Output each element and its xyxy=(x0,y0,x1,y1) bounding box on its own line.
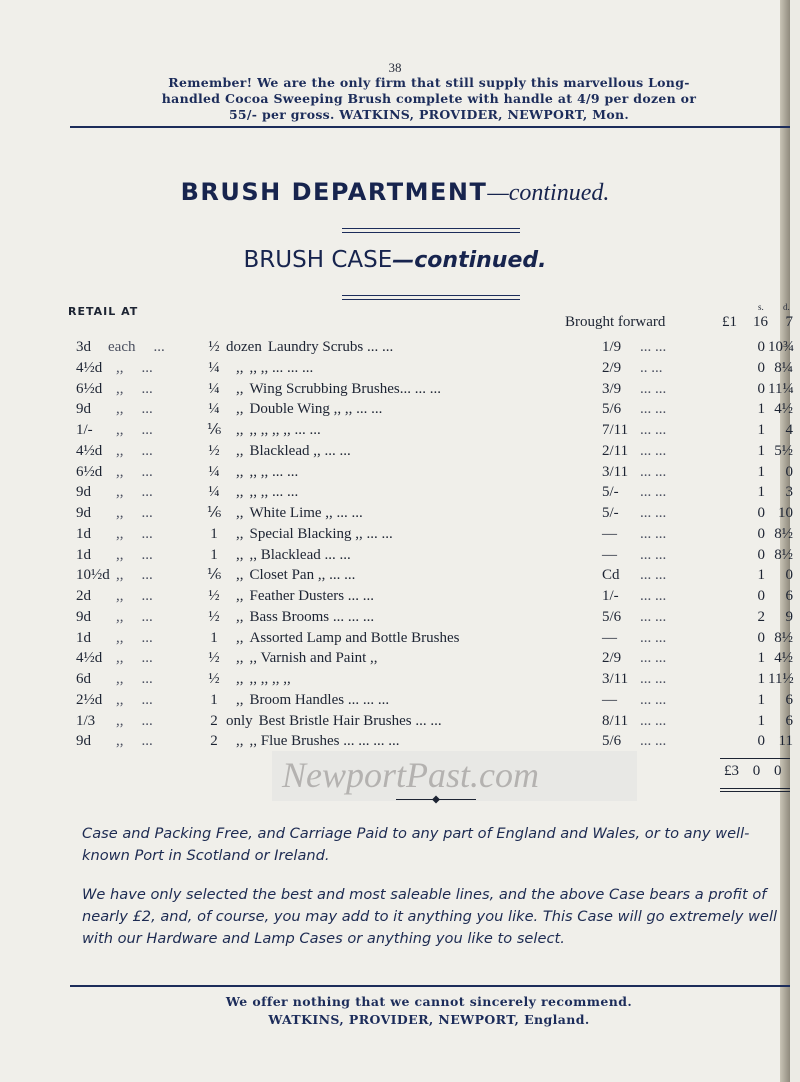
leader-dots: ... ... xyxy=(640,546,667,563)
amount-shillings: 1 xyxy=(757,401,765,418)
retail-price: 9d xyxy=(76,608,91,625)
quantity: ½ xyxy=(208,671,220,687)
retail-note xyxy=(116,503,153,524)
retail-unit-note: ,, xyxy=(116,359,124,376)
retail-unit-note: ,, xyxy=(116,525,124,542)
quantity-unit: ,, xyxy=(236,380,244,397)
quantity: ½ xyxy=(208,650,220,667)
retail-unit-note: ,, xyxy=(116,422,124,438)
department-continued: —continued. xyxy=(487,180,610,206)
amount-shillings: 0 xyxy=(757,733,765,750)
price-row xyxy=(0,399,793,420)
leader-dots: .. ... xyxy=(640,359,663,376)
quantity: 1 xyxy=(210,525,218,542)
amount-pence: 11½ xyxy=(768,671,794,687)
amount-pence: 6 xyxy=(785,712,793,729)
retail-price: 6½d xyxy=(76,380,103,397)
amount-pence: 9 xyxy=(785,608,793,625)
item-description xyxy=(236,441,351,462)
case-rule-2 xyxy=(342,299,520,300)
price-row xyxy=(0,586,793,607)
price-row xyxy=(0,503,793,524)
cost-per-unit: 5/6 xyxy=(602,608,622,625)
cost-per-unit: 5/6 xyxy=(602,401,622,418)
retail-unit-note: ,, xyxy=(116,505,124,521)
retail-unit-note: ,, xyxy=(116,380,124,397)
amount-pence: 5½ xyxy=(774,442,793,459)
cost-per-unit: 3/9 xyxy=(602,380,622,397)
banner-rule xyxy=(70,126,790,128)
shillings-column-label: s. xyxy=(758,302,764,312)
leader-dots: ... xyxy=(141,546,153,563)
cost-per-unit: 5/- xyxy=(602,505,619,521)
item-description xyxy=(236,399,382,420)
cost-per-unit: 3/11 xyxy=(602,671,629,687)
price-row xyxy=(0,565,793,586)
quantity: ¼ xyxy=(208,359,220,376)
retail-note xyxy=(116,711,153,732)
total-rule-bottom-2 xyxy=(720,791,790,792)
leader-dots: ... ... xyxy=(640,484,667,501)
retail-price: 9d xyxy=(76,733,91,750)
leader-dots: ... xyxy=(141,588,153,604)
case-name: BRUSH CASE xyxy=(243,247,393,273)
amount-shillings: 1 xyxy=(757,671,765,687)
amount-pence: 0 xyxy=(785,567,793,584)
retail-price: 1d xyxy=(76,546,91,563)
retail-price: 1/3 xyxy=(76,712,96,729)
retail-unit-note: ,, xyxy=(116,442,124,459)
retail-label: RETAIL AT xyxy=(68,305,139,318)
retail-unit-note: ,, xyxy=(116,567,124,584)
leader-dots: ... xyxy=(141,691,153,708)
leader-dots: ... ... xyxy=(640,671,667,687)
quantity-unit: ,, xyxy=(236,484,244,501)
amount-shillings: 0 xyxy=(757,339,765,355)
total-shillings: 0 xyxy=(752,763,761,779)
quantity-unit: ,, xyxy=(236,671,244,687)
price-row xyxy=(0,524,793,545)
case-title xyxy=(0,247,790,273)
leader-dots: ... xyxy=(141,712,153,729)
description-text: ,, Blacklead ... ... xyxy=(249,546,351,563)
pence-column-label: d. xyxy=(783,302,790,312)
quantity-unit: ,, xyxy=(236,588,244,604)
description-text: Best Bristle Hair Brushes ... ... xyxy=(258,712,442,729)
item-description xyxy=(226,711,442,732)
amount-pence: 8½ xyxy=(774,525,793,542)
leader-dots: ... xyxy=(141,650,153,667)
leader-dots: ... xyxy=(141,484,153,501)
footer-notice xyxy=(70,993,788,1029)
price-row xyxy=(0,648,793,669)
leader-dots: ... ... xyxy=(640,463,667,480)
footer-rule xyxy=(70,985,790,987)
retail-price: 1/- xyxy=(76,422,93,438)
quantity-unit: ,, xyxy=(236,608,244,625)
retail-unit-note: ,, xyxy=(116,712,124,729)
quantity-unit: ,, xyxy=(236,463,244,480)
price-row xyxy=(0,337,795,358)
carriage-paragraph: Case and Packing Free, and Carriage Paid to any part of England and Wales, or to any well-known Port in Scotland or Ireland. xyxy=(82,825,750,864)
cost-per-unit: 3/11 xyxy=(602,463,629,480)
retail-note xyxy=(116,669,153,690)
amount-shillings: 0 xyxy=(757,359,765,376)
total-pence: 0 xyxy=(774,763,782,779)
amount-pence: 6 xyxy=(785,691,793,708)
quantity: ⅙ xyxy=(206,567,222,584)
amount-shillings: 0 xyxy=(757,629,765,646)
amount-shillings: 0 xyxy=(757,380,765,397)
department-title xyxy=(0,178,790,207)
banner-line-3: 55/- per gross. WATKINS, PROVIDER, NEWPORT, Mon. xyxy=(228,107,630,122)
leader-dots: ... xyxy=(141,733,153,750)
cost-per-unit: Cd xyxy=(602,567,620,584)
retail-unit-note: each xyxy=(108,339,136,355)
description-text: ,, ,, ... ... ... xyxy=(249,359,314,376)
leader-dots: ... ... xyxy=(640,505,667,521)
price-row xyxy=(0,462,793,483)
item-description xyxy=(236,731,400,752)
amount-pence: 8¼ xyxy=(774,359,793,376)
case-total xyxy=(724,763,782,780)
retail-note xyxy=(108,337,165,358)
item-description xyxy=(236,690,389,711)
price-row xyxy=(0,358,793,379)
retail-note xyxy=(116,379,153,400)
banner-line-2: handled Cocoa Sweeping Brush complete with handle at 4/9 per dozen or xyxy=(161,91,697,106)
item-description xyxy=(236,482,298,503)
brought-forward-pence: 7 xyxy=(785,314,793,330)
cost-per-unit: 7/11 xyxy=(602,422,629,438)
brought-forward-pounds: £1 xyxy=(722,314,737,330)
total-rule-top xyxy=(720,758,790,759)
quantity: 1 xyxy=(210,629,218,646)
description-text: Assorted Lamp and Bottle Brushes xyxy=(249,629,460,646)
item-description xyxy=(236,503,363,524)
profit-paragraph: We have only selected the best and most saleable lines, and the above Case bears a profit of nearly £2, and, of course, you may add to it anything you like. This Case will go extremely well with our Hardware and Lamp Cases or anything you like to select. xyxy=(82,886,778,947)
amount-shillings: 0 xyxy=(757,525,765,542)
description-text: Bass Brooms ... ... ... xyxy=(249,608,375,625)
amount-pence: 11¼ xyxy=(768,380,794,397)
item-description xyxy=(236,648,378,669)
amount-shillings: 0 xyxy=(757,588,765,604)
retail-note xyxy=(116,586,153,607)
retail-note xyxy=(116,731,153,752)
description-text: ,, Flue Brushes ... ... ... ... xyxy=(249,733,400,750)
retail-price: 4½d xyxy=(76,359,103,376)
amount-pence: 0 xyxy=(785,463,793,480)
leader-dots: ... xyxy=(153,339,165,355)
leader-dots: ... ... xyxy=(640,525,667,542)
footer-line-2: WATKINS, PROVIDER, NEWPORT, England. xyxy=(268,1012,590,1027)
leader-dots: ... xyxy=(141,380,153,397)
retail-note xyxy=(116,358,153,379)
cost-per-unit: 2/11 xyxy=(602,442,629,459)
quantity-unit: ,, xyxy=(236,691,244,708)
watermark: NewportPast.com xyxy=(272,751,637,801)
cost-per-unit: 2/9 xyxy=(602,650,622,667)
retail-price: 9d xyxy=(76,401,91,418)
item-description xyxy=(236,628,459,649)
leader-dots: ... xyxy=(141,671,153,687)
price-row xyxy=(0,420,793,441)
quantity-unit: ,, xyxy=(236,525,244,542)
item-description xyxy=(236,462,298,483)
retail-note xyxy=(116,524,153,545)
quantity: 2 xyxy=(210,712,218,729)
description-text: Wing Scrubbing Brushes... ... ... xyxy=(249,380,441,397)
retail-price: 6½d xyxy=(76,463,103,480)
leader-dots: ... xyxy=(141,422,153,438)
retail-price: 2d xyxy=(76,588,91,604)
retail-price: 2½d xyxy=(76,691,103,708)
description-text: Closet Pan ,, ... ... xyxy=(249,567,356,584)
quantity: ¼ xyxy=(208,401,220,418)
price-row xyxy=(0,545,793,566)
leader-dots: ... ... xyxy=(640,629,667,646)
cost-per-unit: 5/6 xyxy=(602,733,622,750)
item-description xyxy=(236,565,355,586)
leader-dots: ... ... xyxy=(640,588,667,604)
description-text: Feather Dusters ... ... xyxy=(249,588,375,604)
description-text: ,, Varnish and Paint ,, xyxy=(249,650,378,667)
cost-per-unit: — xyxy=(602,691,617,708)
retail-unit-note: ,, xyxy=(116,401,124,418)
quantity-unit: dozen xyxy=(226,339,262,355)
item-description xyxy=(236,358,313,379)
leader-dots: ... xyxy=(141,505,153,521)
retail-price: 4½d xyxy=(76,442,103,459)
retail-note xyxy=(116,399,153,420)
price-row xyxy=(0,379,794,400)
retail-unit-note: ,, xyxy=(116,629,124,646)
item-description xyxy=(236,545,351,566)
price-row xyxy=(0,690,793,711)
cost-per-unit: 1/- xyxy=(602,588,619,604)
amount-pence: 4½ xyxy=(774,650,793,667)
amount-pence: 6 xyxy=(785,588,793,604)
leader-dots: ... ... xyxy=(640,339,667,355)
item-description xyxy=(236,420,321,441)
retail-price: 1d xyxy=(76,629,91,646)
leader-dots: ... ... xyxy=(640,712,667,729)
retail-price: 10½d xyxy=(76,567,110,584)
retail-unit-note: ,, xyxy=(116,484,124,501)
retail-price: 9d xyxy=(76,505,91,521)
quantity: ½ xyxy=(208,588,220,604)
cost-per-unit: 5/- xyxy=(602,484,619,501)
description-text: Special Blacking ,, ... ... xyxy=(249,525,393,542)
retail-unit-note: ,, xyxy=(116,546,124,563)
cost-per-unit: 8/11 xyxy=(602,712,629,729)
amount-shillings: 1 xyxy=(757,691,765,708)
quantity-unit: ,, xyxy=(236,629,244,646)
retail-price: 1d xyxy=(76,525,91,542)
retail-note xyxy=(116,648,153,669)
banner-line-1: Remember! We are the only firm that still supply this marvellous Long- xyxy=(168,75,690,90)
amount-pence: 10¾ xyxy=(768,339,795,355)
retail-price: 6d xyxy=(76,671,91,687)
case-rule-1 xyxy=(342,295,520,296)
amount-pence: 8½ xyxy=(774,546,793,563)
amount-shillings: 1 xyxy=(757,484,765,501)
item-description xyxy=(236,586,374,607)
amount-pence: 11 xyxy=(778,733,793,750)
cost-per-unit: — xyxy=(602,525,617,542)
amount-shillings: 1 xyxy=(757,650,765,667)
retail-unit-note: ,, xyxy=(116,650,124,667)
price-row xyxy=(0,441,793,462)
price-row xyxy=(0,669,794,690)
retail-price: 3d xyxy=(76,339,91,355)
retail-note xyxy=(116,628,153,649)
retail-note xyxy=(116,545,153,566)
leader-dots: ... ... xyxy=(640,422,667,438)
quantity: ¼ xyxy=(208,463,220,480)
description-text: Laundry Scrubs ... ... xyxy=(267,339,394,355)
amount-shillings: 1 xyxy=(757,422,765,438)
leader-dots: ... xyxy=(141,442,153,459)
retail-note xyxy=(116,441,153,462)
quantity-unit: ,, xyxy=(236,650,244,667)
leader-dots: ... xyxy=(141,525,153,542)
amount-pence: 4 xyxy=(785,422,793,438)
amount-shillings: 1 xyxy=(757,442,765,459)
retail-note xyxy=(116,462,153,483)
description-text: ,, ,, ... ... xyxy=(249,463,299,480)
retail-price: 4½d xyxy=(76,650,103,667)
leader-dots: ... xyxy=(141,629,153,646)
leader-dots: ... xyxy=(141,567,153,584)
total-pounds: £3 xyxy=(724,763,739,779)
retail-note xyxy=(116,690,153,711)
quantity-unit: ,, xyxy=(236,505,244,521)
price-row xyxy=(0,628,793,649)
description-text: Broom Handles ... ... ... xyxy=(249,691,390,708)
leader-dots: ... xyxy=(141,401,153,418)
item-description xyxy=(226,337,393,358)
retail-unit-note: ,, xyxy=(116,463,124,480)
leader-dots: ... ... xyxy=(640,733,667,750)
quantity-unit: only xyxy=(226,712,253,729)
quantity-unit: ,, xyxy=(236,401,244,418)
brought-forward-shillings: 16 xyxy=(753,314,768,330)
amount-shillings: 1 xyxy=(757,567,765,584)
department-name: BRUSH DEPARTMENT xyxy=(180,178,488,206)
retail-unit-note: ,, xyxy=(116,608,124,625)
leader-dots: ... xyxy=(141,608,153,625)
quantity: ½ xyxy=(208,608,220,625)
quantity: ⅙ xyxy=(206,505,222,521)
amount-shillings: 0 xyxy=(757,546,765,563)
leader-dots: ... ... xyxy=(640,650,667,667)
price-row xyxy=(0,731,793,752)
leader-dots: ... ... xyxy=(640,442,667,459)
price-row xyxy=(0,711,793,732)
item-description xyxy=(236,379,441,400)
leader-dots: ... ... xyxy=(640,401,667,418)
total-rule-bottom-1 xyxy=(720,788,790,789)
amount-pence: 3 xyxy=(785,484,793,501)
quantity: 1 xyxy=(210,691,218,708)
description-text: ,, ,, ,, ,, xyxy=(249,671,291,687)
leader-dots: ... ... xyxy=(640,608,667,625)
price-row xyxy=(0,607,793,628)
amount-shillings: 1 xyxy=(757,463,765,480)
cost-per-unit: 2/9 xyxy=(602,359,622,376)
leader-dots: ... ... xyxy=(640,567,667,584)
retail-note xyxy=(116,607,153,628)
description-text: Blacklead ,, ... ... xyxy=(249,442,351,459)
amount-shillings: 1 xyxy=(757,712,765,729)
amount-pence: 10 xyxy=(778,505,793,521)
case-continued: —continued. xyxy=(392,248,547,273)
page-number: 38 xyxy=(388,60,402,75)
ornament-divider xyxy=(396,795,476,804)
leader-dots: ... ... xyxy=(640,691,667,708)
retail-unit-note: ,, xyxy=(116,691,124,708)
cost-per-unit: — xyxy=(602,546,617,563)
item-description xyxy=(236,524,393,545)
retail-unit-note: ,, xyxy=(116,671,124,687)
amount-pence: 8½ xyxy=(774,629,793,646)
price-row xyxy=(0,482,793,503)
quantity: 2 xyxy=(210,733,218,750)
title-rule-top-2 xyxy=(342,232,520,233)
quantity-unit: ,, xyxy=(236,733,244,750)
quantity: ½ xyxy=(208,442,220,459)
item-description xyxy=(236,669,291,690)
quantity-unit: ,, xyxy=(236,442,244,459)
cost-per-unit: — xyxy=(602,629,617,646)
quantity: ¼ xyxy=(208,380,220,397)
amount-pence: 4½ xyxy=(774,401,793,418)
description-text: White Lime ,, ... ... xyxy=(249,505,363,521)
leader-dots: ... xyxy=(141,463,153,480)
quantity-unit: ,, xyxy=(236,359,244,376)
leader-dots: ... ... xyxy=(640,380,667,397)
retail-note xyxy=(116,565,153,586)
cost-per-unit: 1/9 xyxy=(602,339,622,355)
retail-note xyxy=(116,482,153,503)
footer-line-1: We offer nothing that we cannot sincerely recommend. xyxy=(225,994,633,1009)
retail-price: 9d xyxy=(76,484,91,501)
title-rule-top-1 xyxy=(342,228,520,229)
quantity-unit: ,, xyxy=(236,422,244,438)
quantity: ½ xyxy=(208,339,220,355)
amount-shillings: 0 xyxy=(757,505,765,521)
item-description xyxy=(236,607,374,628)
banner-notice xyxy=(70,75,788,123)
brought-forward-label: Brought forward xyxy=(565,314,666,330)
description-text: ,, ,, ,, ,, ... ... xyxy=(249,422,321,438)
quantity: 1 xyxy=(210,546,218,563)
quantity: ⅙ xyxy=(206,422,222,438)
retail-unit-note: ,, xyxy=(116,733,124,750)
description-text: ,, ,, ... ... xyxy=(249,484,299,501)
leader-dots: ... xyxy=(141,359,153,376)
quantity: ¼ xyxy=(208,484,220,501)
description-text: Double Wing ,, ,, ... ... xyxy=(249,401,383,418)
amount-shillings: 2 xyxy=(757,608,765,625)
retail-note xyxy=(116,420,153,441)
quantity-unit: ,, xyxy=(236,546,244,563)
quantity-unit: ,, xyxy=(236,567,244,584)
retail-unit-note: ,, xyxy=(116,588,124,604)
